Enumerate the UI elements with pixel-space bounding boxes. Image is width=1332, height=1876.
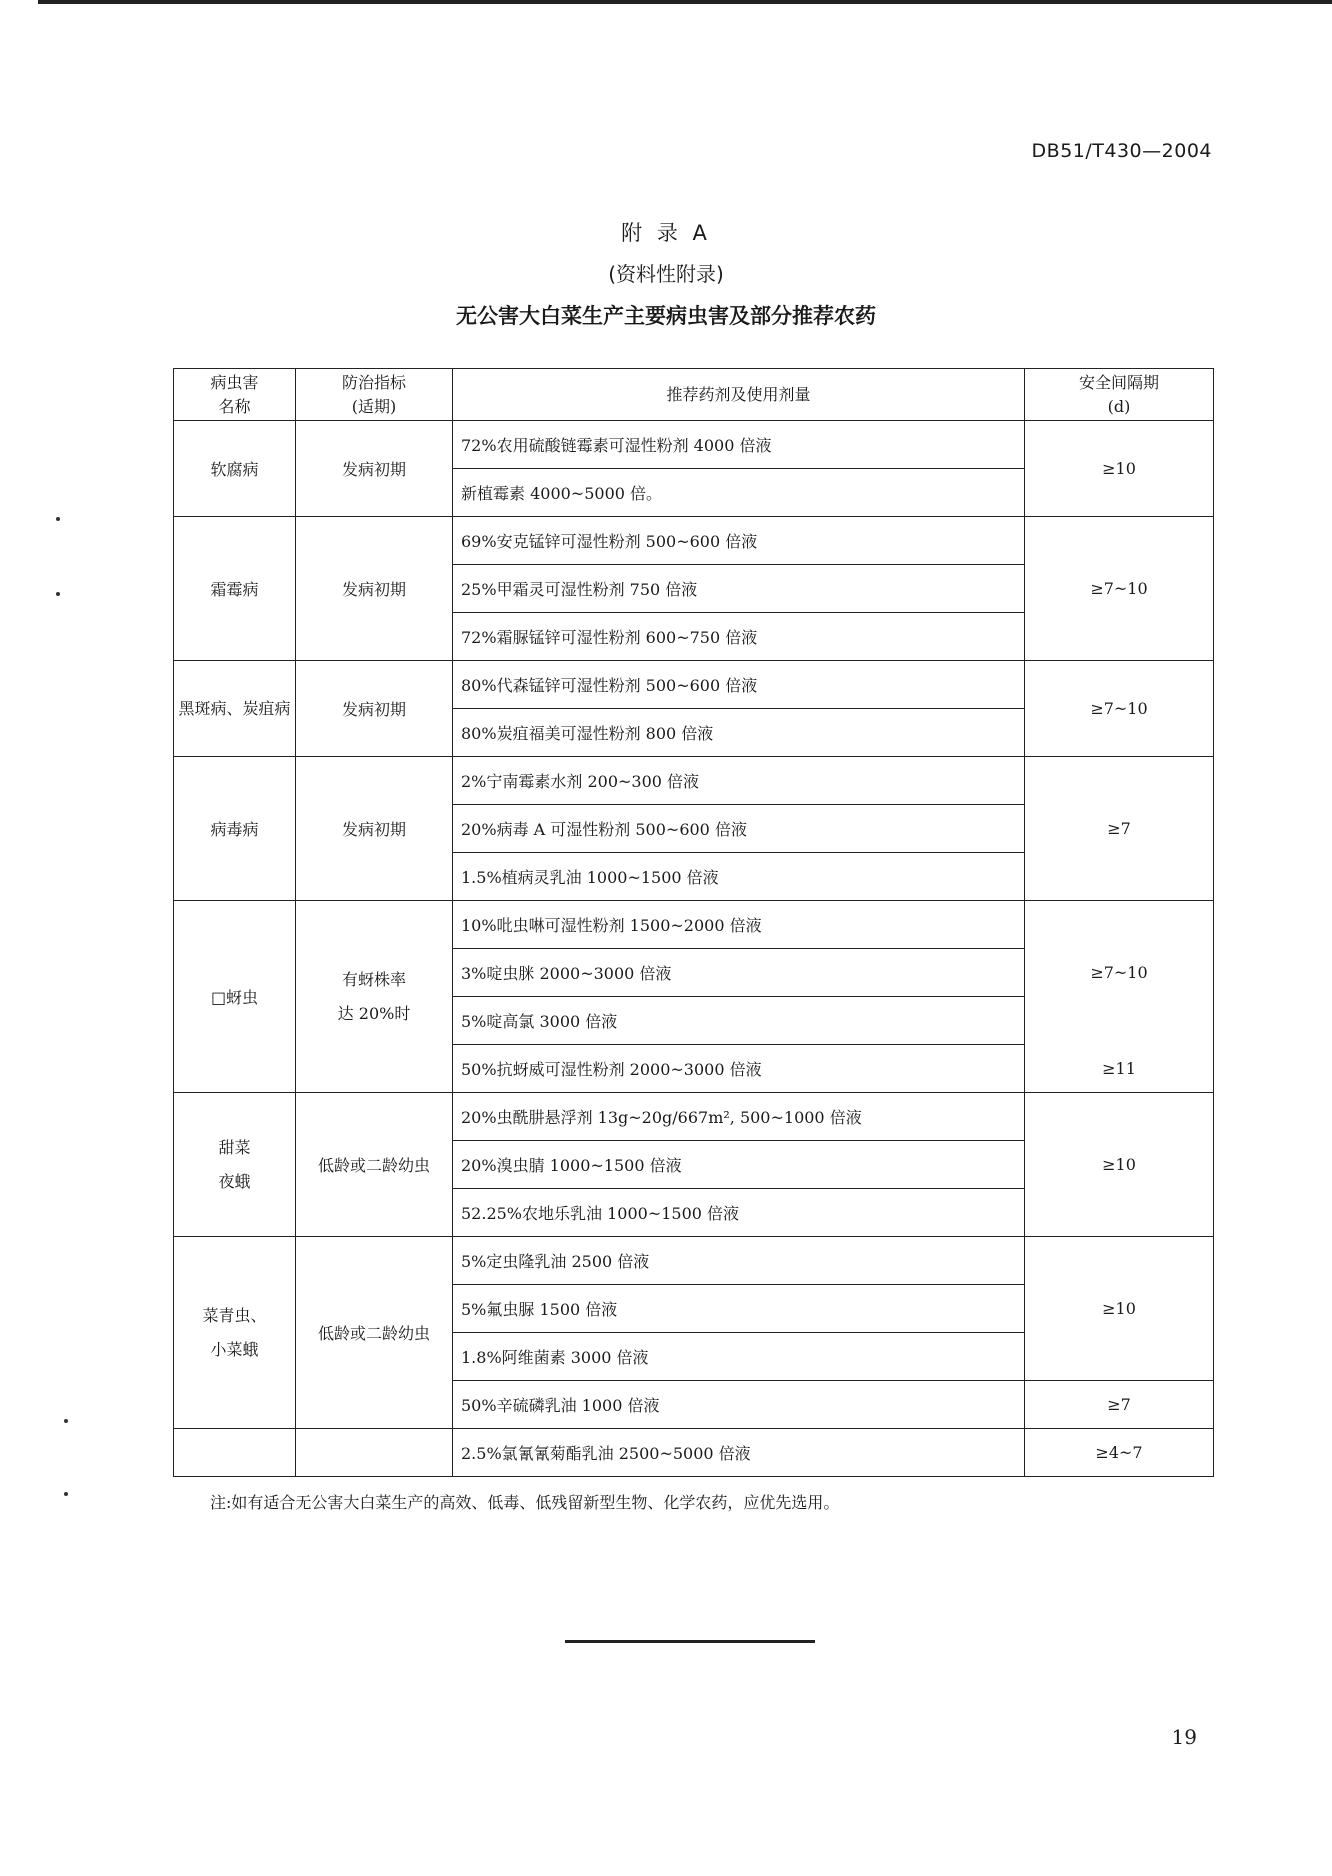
drug-dosage: 72%霜脲锰锌可湿性粉剂 600~750 倍液 xyxy=(453,613,1025,661)
top-rule xyxy=(38,0,1332,4)
safety-interval: ≥10 xyxy=(1025,1093,1214,1237)
control-period xyxy=(296,1429,453,1477)
control-period: 发病初期 xyxy=(296,421,453,517)
pest-name: 软腐病 xyxy=(174,421,296,517)
drug-dosage: 50%抗蚜威可湿性粉剂 2000~3000 倍液 xyxy=(453,1045,1025,1093)
safety-interval: ≥11 xyxy=(1025,1045,1214,1093)
drug-dosage: 72%农用硫酸链霉素可湿性粉剂 4000 倍液 xyxy=(453,421,1025,469)
drug-dosage: 69%安克锰锌可湿性粉剂 500~600 倍液 xyxy=(453,517,1025,565)
control-period: 低龄或二龄幼虫 xyxy=(296,1237,453,1429)
page-number: 19 xyxy=(1171,1725,1197,1749)
standard-code: DB51/T430—2004 xyxy=(1031,140,1212,162)
safety-interval: ≥7~10 xyxy=(1025,661,1214,757)
drug-dosage: 2.5%氯氰氰菊酯乳油 2500~5000 倍液 xyxy=(453,1429,1025,1477)
drug-dosage: 5%定虫隆乳油 2500 倍液 xyxy=(453,1237,1025,1285)
bottom-rule xyxy=(565,1640,815,1643)
scan-mark xyxy=(64,1419,68,1423)
control-period: 低龄或二龄幼虫 xyxy=(296,1093,453,1237)
safety-interval: ≥7~10 xyxy=(1025,517,1214,661)
appendix-label: 附 录 A xyxy=(621,221,711,245)
table-footnote: 注:如有适合无公害大白菜生产的高效、低毒、低残留新型生物、化学农药，应优先选用。 xyxy=(210,1493,840,1512)
appendix-note: (资料性附录) xyxy=(608,262,724,286)
appendix-title: 无公害大白菜生产主要病虫害及部分推荐农药 xyxy=(456,304,876,328)
safety-interval: ≥7 xyxy=(1025,1381,1214,1429)
safety-interval: ≥7~10 xyxy=(1025,901,1214,1045)
pest-name xyxy=(174,1429,296,1477)
drug-dosage: 50%辛硫磷乳油 1000 倍液 xyxy=(453,1381,1025,1429)
drug-dosage: 20%虫酰肼悬浮剂 13g~20g/667m², 500~1000 倍液 xyxy=(453,1093,1025,1141)
drug-dosage: 20%溴虫腈 1000~1500 倍液 xyxy=(453,1141,1025,1189)
drug-dosage: 新植霉素 4000~5000 倍。 xyxy=(453,469,1025,517)
safety-interval: ≥10 xyxy=(1025,1237,1214,1381)
header-pest: 病虫害 名称 xyxy=(174,369,296,421)
drug-dosage: 10%吡虫啉可湿性粉剂 1500~2000 倍液 xyxy=(453,901,1025,949)
pest-name: 黑斑病、炭疽病 xyxy=(174,661,296,757)
pest-name: 病毒病 xyxy=(174,757,296,901)
scan-mark xyxy=(56,517,60,521)
drug-dosage: 25%甲霜灵可湿性粉剂 750 倍液 xyxy=(453,565,1025,613)
safety-interval: ≥7 xyxy=(1025,757,1214,901)
control-period: 发病初期 xyxy=(296,661,453,757)
safety-interval: ≥10 xyxy=(1025,421,1214,517)
header-control: 防治指标 (适期) xyxy=(296,369,453,421)
pest-name: 霜霉病 xyxy=(174,517,296,661)
pest-name: □蚜虫 xyxy=(174,901,296,1093)
drug-dosage: 20%病毒 A 可湿性粉剂 500~600 倍液 xyxy=(453,805,1025,853)
scan-mark xyxy=(56,592,60,596)
header-interval: 安全间隔期 (d) xyxy=(1025,369,1214,421)
pesticide-table xyxy=(173,368,1214,1477)
pest-name: 甜菜 夜蛾 xyxy=(174,1093,296,1237)
scan-mark xyxy=(64,1492,68,1496)
safety-interval: ≥4~7 xyxy=(1025,1429,1214,1477)
drug-dosage: 5%氟虫脲 1500 倍液 xyxy=(453,1285,1025,1333)
drug-dosage: 3%啶虫脒 2000~3000 倍液 xyxy=(453,949,1025,997)
header-drugs: 推荐药剂及使用剂量 xyxy=(453,369,1025,421)
control-period: 发病初期 xyxy=(296,757,453,901)
drug-dosage: 1.5%植病灵乳油 1000~1500 倍液 xyxy=(453,853,1025,901)
drug-dosage: 5%啶高氯 3000 倍液 xyxy=(453,997,1025,1045)
drug-dosage: 80%代森锰锌可湿性粉剂 500~600 倍液 xyxy=(453,661,1025,709)
table-header-row xyxy=(174,369,1214,421)
drug-dosage: 52.25%农地乐乳油 1000~1500 倍液 xyxy=(453,1189,1025,1237)
pest-name: 菜青虫、 小菜蛾 xyxy=(174,1237,296,1429)
drug-dosage: 2%宁南霉素水剂 200~300 倍液 xyxy=(453,757,1025,805)
drug-dosage: 1.8%阿维菌素 3000 倍液 xyxy=(453,1333,1025,1381)
control-period: 发病初期 xyxy=(296,517,453,661)
drug-dosage: 80%炭疽福美可湿性粉剂 800 倍液 xyxy=(453,709,1025,757)
control-period: 有蚜株率 达 20%时 xyxy=(296,901,453,1093)
